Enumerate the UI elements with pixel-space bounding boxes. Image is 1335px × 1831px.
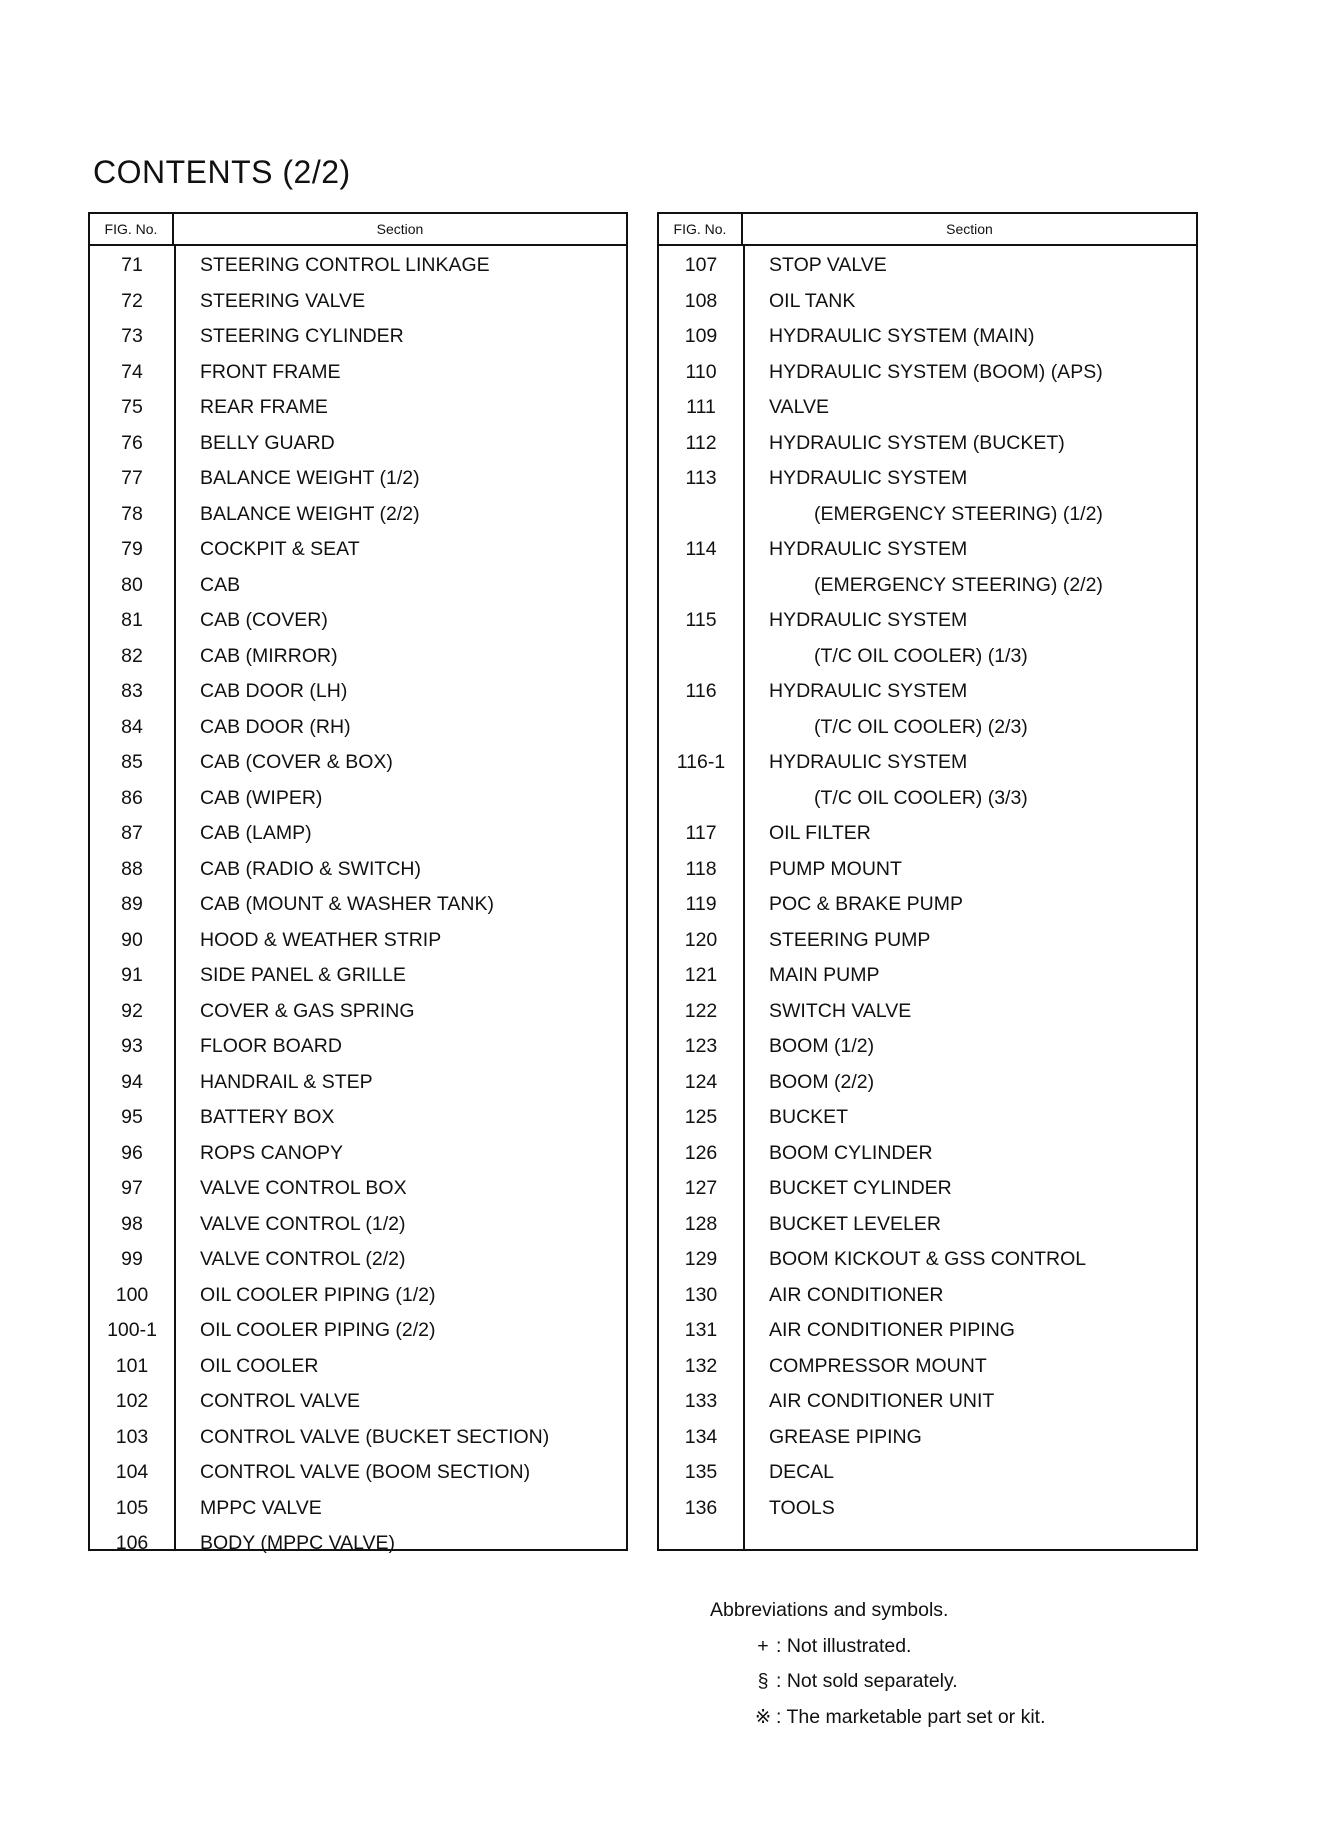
- contents-table-right: [657, 212, 1198, 1551]
- section-title: BOOM (2/2): [769, 1070, 875, 1093]
- section-title: FLOOR BOARD: [200, 1035, 342, 1058]
- fig-number: 129: [684, 1248, 718, 1271]
- table-row: [659, 887, 1196, 923]
- table-header: [90, 214, 626, 246]
- section-title: HYDRAULIC SYSTEM: [769, 680, 968, 703]
- table-row: [659, 852, 1196, 888]
- table-row: [90, 390, 626, 426]
- fig-number: 83: [121, 680, 143, 703]
- fig-number: 82: [121, 644, 143, 667]
- table-row: [659, 248, 1196, 284]
- table-row: [659, 532, 1196, 568]
- fig-number: 105: [115, 1496, 149, 1519]
- section-title: SWITCH VALVE: [769, 999, 912, 1022]
- table-row: [90, 1100, 626, 1136]
- table-row: [659, 1491, 1196, 1527]
- section-title: AIR CONDITIONER: [769, 1283, 944, 1306]
- fig-no-header: FIG. No.: [90, 214, 174, 244]
- fig-number: 135: [684, 1461, 718, 1484]
- table-row: [90, 426, 626, 462]
- section-title: HYDRAULIC SYSTEM (BUCKET): [769, 431, 1065, 454]
- table-row: [659, 1455, 1196, 1491]
- fig-number: 100: [115, 1283, 149, 1306]
- section-title: REAR FRAME: [200, 396, 328, 419]
- section-title: DECAL: [769, 1461, 835, 1484]
- fig-number: 109: [684, 325, 718, 348]
- table-row: [90, 1242, 626, 1278]
- table-row: [659, 994, 1196, 1030]
- section-title: SIDE PANEL & GRILLE: [200, 964, 406, 987]
- section-title: ROPS CANOPY: [200, 1141, 344, 1164]
- notes-heading: Abbreviations and symbols.: [710, 1599, 949, 1621]
- fig-number: 117: [685, 822, 717, 845]
- section-title: COCKPIT & SEAT: [200, 538, 360, 561]
- table-row: [90, 1136, 626, 1172]
- section-title: HYDRAULIC SYSTEM (MAIN): [769, 325, 1035, 348]
- fig-number: 81: [121, 609, 143, 632]
- section-title: TOOLS: [769, 1496, 835, 1519]
- section-title: HYDRAULIC SYSTEM: [769, 467, 968, 490]
- section-title: HYDRAULIC SYSTEM (BOOM) (APS): [769, 360, 1103, 383]
- note-text: : The marketable part set or kit.: [776, 1705, 1046, 1728]
- table-row: [659, 284, 1196, 320]
- section-title: BUCKET LEVELER: [769, 1212, 941, 1235]
- section-title: PUMP MOUNT: [769, 857, 902, 880]
- table-row: [659, 1384, 1196, 1420]
- section-title: CAB DOOR (LH): [200, 680, 348, 703]
- fig-number: 80: [121, 573, 143, 596]
- section-title: HYDRAULIC SYSTEM: [769, 751, 968, 774]
- abbreviations-notes: [710, 1593, 1046, 1735]
- section-title: BALANCE WEIGHT (1/2): [200, 467, 420, 490]
- fig-number: 103: [115, 1425, 149, 1448]
- table-row: [90, 852, 626, 888]
- fig-number: 74: [121, 360, 143, 383]
- table-row: [90, 674, 626, 710]
- section-title: BALANCE WEIGHT (2/2): [200, 502, 420, 525]
- table-row: [90, 994, 626, 1030]
- fig-number: 118: [685, 857, 717, 880]
- section-title: OIL COOLER: [200, 1354, 319, 1377]
- section-title: BUCKET CYLINDER: [769, 1177, 952, 1200]
- fig-number: 92: [121, 999, 143, 1022]
- table-row: [659, 1420, 1196, 1456]
- fig-number: 104: [115, 1461, 149, 1484]
- table-row: [659, 1029, 1196, 1065]
- table-row: [90, 1029, 626, 1065]
- kit-symbol: ※: [754, 1705, 772, 1728]
- section-title: OIL TANK: [769, 289, 856, 312]
- section-title: CAB (MIRROR): [200, 644, 338, 667]
- section-title: BUCKET: [769, 1106, 849, 1129]
- table-row: [90, 745, 626, 781]
- section-title: FRONT FRAME: [200, 360, 341, 383]
- section-title: GREASE PIPING: [769, 1425, 922, 1448]
- section-title: (T/C OIL COOLER) (3/3): [814, 786, 1028, 809]
- column-divider: [743, 244, 745, 1549]
- table-row: [90, 1349, 626, 1385]
- fig-number: 95: [121, 1106, 143, 1129]
- fig-number: 112: [685, 431, 717, 454]
- table-row: [90, 568, 626, 604]
- fig-number: 111: [686, 396, 716, 419]
- table-row: [90, 248, 626, 284]
- section-title: VALVE CONTROL (1/2): [200, 1212, 406, 1235]
- table-row: [659, 1313, 1196, 1349]
- fig-number: 84: [121, 715, 143, 738]
- page-title: CONTENTS (2/2): [93, 154, 351, 190]
- fig-number: 123: [684, 1035, 718, 1058]
- fig-number: 86: [121, 786, 143, 809]
- fig-number: 113: [685, 467, 717, 490]
- table-row: [659, 319, 1196, 355]
- table-row: [659, 1278, 1196, 1314]
- table-row: [90, 1278, 626, 1314]
- fig-number: 99: [121, 1248, 143, 1271]
- fig-number: 126: [684, 1141, 718, 1164]
- table-row: [90, 1171, 626, 1207]
- fig-number: 119: [685, 893, 717, 916]
- table-row: [659, 1100, 1196, 1136]
- table-row: [90, 710, 626, 746]
- table-row: [659, 1349, 1196, 1385]
- section-title: CAB: [200, 573, 241, 596]
- section-title: BODY (MPPC VALVE): [200, 1532, 396, 1555]
- fig-number: 114: [685, 538, 717, 561]
- fig-number: 89: [121, 893, 143, 916]
- table-row: [659, 781, 1196, 817]
- section-title: CONTROL VALVE (BUCKET SECTION): [200, 1425, 550, 1448]
- table-body: [659, 246, 1196, 1526]
- fig-number: 87: [121, 822, 143, 845]
- fig-number: 78: [121, 502, 143, 525]
- table-row: [90, 816, 626, 852]
- section-title: OIL COOLER PIPING (1/2): [200, 1283, 436, 1306]
- fig-number: 76: [121, 431, 143, 454]
- table-row: [659, 497, 1196, 533]
- section-title: VALVE CONTROL BOX: [200, 1177, 407, 1200]
- fig-number: 125: [684, 1106, 718, 1129]
- fig-number: 91: [121, 964, 143, 987]
- fig-number: 124: [684, 1070, 718, 1093]
- section-title: BOOM CYLINDER: [769, 1141, 933, 1164]
- fig-number: 102: [115, 1390, 149, 1413]
- section-title: STEERING CYLINDER: [200, 325, 404, 348]
- column-divider: [174, 244, 176, 1549]
- note-item: [710, 1629, 1046, 1665]
- section-title: (T/C OIL COOLER) (2/3): [814, 715, 1028, 738]
- fig-number: 85: [121, 751, 143, 774]
- fig-number: 108: [684, 289, 718, 312]
- table-row: [659, 1065, 1196, 1101]
- fig-number: 107: [684, 254, 718, 277]
- table-row: [90, 1491, 626, 1527]
- fig-number: 73: [121, 325, 143, 348]
- fig-number: 121: [684, 964, 718, 987]
- table-row: [659, 355, 1196, 391]
- section-title: HANDRAIL & STEP: [200, 1070, 373, 1093]
- section-title: (EMERGENCY STEERING) (2/2): [814, 573, 1103, 596]
- section-title: BOOM KICKOUT & GSS CONTROL: [769, 1248, 1087, 1271]
- section-title: MPPC VALVE: [200, 1496, 322, 1519]
- fig-number: 127: [684, 1177, 718, 1200]
- section-title: OIL FILTER: [769, 822, 871, 845]
- table-row: [659, 461, 1196, 497]
- table-body: [90, 246, 626, 1562]
- fig-number: 131: [684, 1319, 718, 1342]
- section-title: CAB (COVER & BOX): [200, 751, 393, 774]
- table-row: [659, 745, 1196, 781]
- section-title: MAIN PUMP: [769, 964, 880, 987]
- note-item: [710, 1700, 1046, 1736]
- table-row: [90, 1207, 626, 1243]
- table-row: [659, 958, 1196, 994]
- section-title: CONTROL VALVE (BOOM SECTION): [200, 1461, 531, 1484]
- table-row: [90, 461, 626, 497]
- fig-number: 133: [684, 1390, 718, 1413]
- table-row: [659, 1171, 1196, 1207]
- fig-number: 75: [121, 396, 143, 419]
- section-title: COMPRESSOR MOUNT: [769, 1354, 987, 1377]
- section-title: CAB (RADIO & SWITCH): [200, 857, 422, 880]
- table-row: [90, 958, 626, 994]
- fig-number: 132: [684, 1354, 718, 1377]
- fig-no-header: FIG. No.: [659, 214, 743, 244]
- section-title: (EMERGENCY STEERING) (1/2): [814, 502, 1103, 525]
- table-row: [90, 1420, 626, 1456]
- note-item: [710, 1664, 1046, 1700]
- fig-number: 72: [121, 289, 143, 312]
- section-title: OIL COOLER PIPING (2/2): [200, 1319, 436, 1342]
- table-row: [659, 1136, 1196, 1172]
- fig-number: 128: [684, 1212, 718, 1235]
- table-row: [90, 1384, 626, 1420]
- section-title: BOOM (1/2): [769, 1035, 875, 1058]
- section-title: HYDRAULIC SYSTEM: [769, 609, 968, 632]
- section-header: Section: [946, 221, 993, 237]
- section-title: BELLY GUARD: [200, 431, 335, 454]
- fig-number: 136: [684, 1496, 718, 1519]
- section-title: CAB DOOR (RH): [200, 715, 351, 738]
- section-title: BATTERY BOX: [200, 1106, 335, 1129]
- fig-number: 130: [684, 1283, 718, 1306]
- table-header: [659, 214, 1196, 246]
- table-row: [90, 284, 626, 320]
- table-row: [90, 781, 626, 817]
- table-row: [659, 1242, 1196, 1278]
- section-title: STEERING VALVE: [200, 289, 366, 312]
- table-row: [659, 639, 1196, 675]
- section-title: HYDRAULIC SYSTEM: [769, 538, 968, 561]
- not-illustrated-symbol: +: [757, 1634, 769, 1657]
- fig-number: 88: [121, 857, 143, 880]
- table-row: [659, 923, 1196, 959]
- table-row: [90, 532, 626, 568]
- fig-number: 120: [684, 928, 718, 951]
- fig-number: 96: [121, 1141, 143, 1164]
- table-row: [659, 674, 1196, 710]
- section-header: Section: [376, 221, 424, 237]
- table-row: [659, 1207, 1196, 1243]
- table-row: [90, 603, 626, 639]
- section-title: HOOD & WEATHER STRIP: [200, 928, 442, 951]
- fig-number: 71: [121, 254, 143, 277]
- table-row: [90, 923, 626, 959]
- table-row: [659, 816, 1196, 852]
- fig-number: 116-1: [676, 751, 726, 774]
- section-title: CAB (MOUNT & WASHER TANK): [200, 893, 494, 916]
- not-sold-separately-symbol: §: [757, 1670, 769, 1692]
- section-title: COVER & GAS SPRING: [200, 999, 415, 1022]
- table-row: [90, 355, 626, 391]
- section-title: CAB (WIPER): [200, 786, 323, 809]
- section-title: STEERING PUMP: [769, 928, 931, 951]
- section-title: STOP VALVE: [769, 254, 887, 277]
- note-text: : Not sold separately.: [776, 1670, 958, 1692]
- table-row: [90, 1526, 626, 1562]
- note-text: : Not illustrated.: [776, 1634, 912, 1657]
- fig-number: 134: [684, 1425, 718, 1448]
- section-title: STEERING CONTROL LINKAGE: [200, 254, 490, 277]
- fig-number: 106: [115, 1532, 149, 1555]
- table-row: [90, 497, 626, 533]
- table-row: [90, 1065, 626, 1101]
- fig-number: 97: [121, 1177, 143, 1200]
- fig-number: 122: [684, 999, 718, 1022]
- section-title: AIR CONDITIONER UNIT: [769, 1390, 995, 1413]
- fig-number: 101: [115, 1354, 149, 1377]
- section-title: AIR CONDITIONER PIPING: [769, 1319, 1015, 1342]
- table-row: [90, 1313, 626, 1349]
- table-row: [659, 390, 1196, 426]
- fig-number: 93: [121, 1035, 143, 1058]
- table-row: [659, 710, 1196, 746]
- fig-number: 116: [685, 680, 717, 703]
- fig-number: 100-1: [107, 1319, 157, 1342]
- table-row: [90, 887, 626, 923]
- fig-number: 98: [121, 1212, 143, 1235]
- section-title: POC & BRAKE PUMP: [769, 893, 963, 916]
- section-title: VALVE: [769, 396, 829, 419]
- fig-number: 79: [121, 538, 143, 561]
- table-row: [90, 639, 626, 675]
- fig-number: 115: [685, 609, 717, 632]
- section-title: CAB (LAMP): [200, 822, 312, 845]
- contents-table-left: [88, 212, 628, 1555]
- section-title: (T/C OIL COOLER) (1/3): [814, 644, 1028, 667]
- fig-number: 110: [685, 360, 717, 383]
- fig-number: 90: [121, 928, 143, 951]
- table-row: [90, 1455, 626, 1491]
- table-row: [659, 426, 1196, 462]
- table-row: [659, 568, 1196, 604]
- table-row: [90, 319, 626, 355]
- table-row: [659, 603, 1196, 639]
- section-title: CAB (COVER): [200, 609, 328, 632]
- fig-number: 94: [121, 1070, 143, 1093]
- section-title: VALVE CONTROL (2/2): [200, 1248, 406, 1271]
- fig-number: 77: [121, 467, 143, 490]
- section-title: CONTROL VALVE: [200, 1390, 361, 1413]
